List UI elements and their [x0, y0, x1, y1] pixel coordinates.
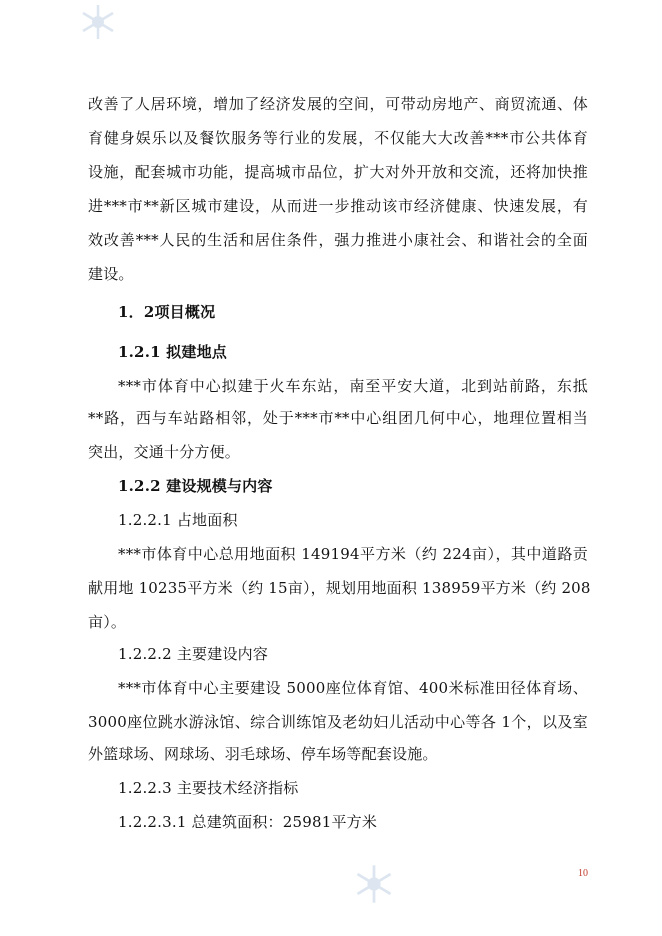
body-line: ***市体育中心拟建于火车东站，南至平安大道，北到站前路，东抵 — [118, 377, 588, 395]
body-line: 效改善***人民的生活和居住条件，强力推进小康社会、和谐社会的全面 — [88, 231, 588, 249]
clause-heading: 1.2.2.1 占地面积 — [118, 511, 238, 529]
body-line: 改善了人居环境，增加了经济发展的空间，可带动房地产、商贸流通、体 — [88, 95, 588, 113]
clause-heading: 1.2.2.2 主要建设内容 — [118, 645, 269, 663]
body-line: 育健身娱乐以及餐饮服务等行业的发展，不仅能大大改善***市公共体育 — [88, 129, 588, 147]
body-line: 建设。 — [88, 265, 134, 283]
body-line: 外篮球场、网球场、羽毛球场、停车场等配套设施。 — [88, 745, 438, 763]
body-line: 进***市**新区城市建设，从而进一步推动该市经济健康、快速发展，有 — [88, 197, 588, 215]
body-line: 设施，配套城市功能，提高城市品位，扩大对外开放和交流，还将加快推 — [88, 163, 588, 181]
snowflake-watermark-icon — [78, 2, 118, 42]
section-heading: 1．2项目概况 — [118, 303, 216, 321]
snowflake-watermark-icon — [352, 862, 396, 906]
body-line: 3000座位跳水游泳馆、综合训练馆及老幼妇儿活动中心等各 1个，以及室 — [88, 713, 588, 731]
subsection-heading: 1.2.2 建设规模与内容 — [118, 477, 273, 495]
clause-heading: 1.2.2.3.1 总建筑面积：25981平方米 — [118, 813, 378, 831]
body-line: ***市体育中心主要建设 5000座位体育馆、400米标准田径体育场、 — [118, 679, 588, 697]
body-line: 献用地 10235平方米（约 15亩），规划用地面积 138959平方米（约 208 — [88, 579, 591, 597]
clause-heading: 1.2.2.3 主要技术经济指标 — [118, 779, 299, 797]
page-number: 10 — [578, 868, 588, 879]
body-line: 突出，交通十分方便。 — [88, 443, 241, 461]
subsection-heading: 1.2.1 拟建地点 — [118, 343, 227, 361]
body-line: 亩）。 — [88, 613, 127, 631]
body-line: **路，西与车站路相邻，处于***市**中心组团几何中心，地理位置相当 — [88, 409, 588, 427]
body-line: ***市体育中心总用地面积 149194平方米（约 224亩），其中道路贡 — [118, 545, 588, 563]
